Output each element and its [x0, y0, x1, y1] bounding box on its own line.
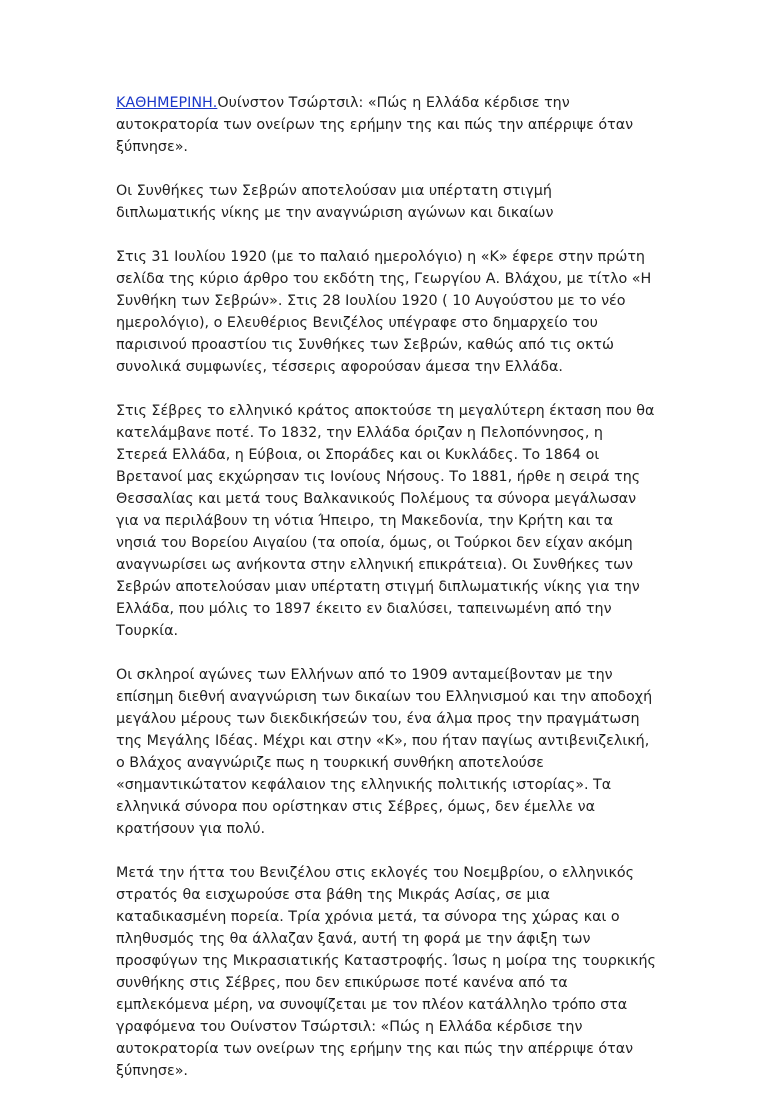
headline-text: Ουίνστον Τσώρτσιλ: «Πώς η Ελλάδα κέρδισε την αυτοκρατορία των ονείρων της ερήμην της και πώς την απέρριψε όταν ξύπνησε».	[116, 95, 634, 155]
document-page	[116, 92, 656, 1104]
body-paragraph-1: Στις 31 Ιουλίου 1920 (με το παλαιό ημερολόγιο) η «Κ» έφερε στην πρώτη σελίδα της κύριο άρθρο του εκδότη της, Γεωργίου Α. Βλάχου, με τίτλο «Η Συνθήκη των Σεβρών». Στις 28 Ιουλίου 1920 ( 10 Αυγούστου με το νέο ημερολόγιο), ο Ελευθέριος Βενιζέλος υπέγραφε στο δημαρχείο του παρισινού προαστίου τις Συνθήκες των Σεβρών, καθώς από τις οκτώ συνολικά συμφωνίες, τέσσερις αφορούσαν άμεσα την Ελλάδα.	[116, 249, 652, 375]
headline-paragraph	[116, 92, 656, 158]
body-paragraph-2: Στις Σέβρες το ελληνικό κράτος αποκτούσε τη μεγαλύτερη έκταση που θα κατελάμβανε ποτέ. Το 1832, την Ελλάδα όριζαν η Πελοπόννησος, η Στερεά Ελλάδα, η Εύβοια, οι Σποράδες και οι Κυκλάδες. Το 1864 οι Βρετανοί μας εκχώρησαν τις Ιονίους Νήσους. Το 1881, ήρθε η σειρά της Θεσσαλίας και μετά τους Βαλκανικούς Πολέμους τα σύνορα μεγάλωσαν για να περιλάβουν τη νότια Ήπειρο, τη Μακεδονία, την Κρήτη και τα νησιά του Βορείου Αιγαίου (τα οποία, όμως, οι Τούρκοι δεν είχαν ακόμη αναγνωρίσει ως ανήκοντα στην ελληνική επικράτεια). Οι Συνθήκες των Σεβρών αποτελούσαν μιαν υπέρτατη στιγμή διπλωματικής νίκης για την Ελλάδα, που μόλις το 1897 έκειτο εν διαλύσει, ταπεινωμένη από την Τουρκία.	[116, 403, 655, 639]
source-link[interactable]: ΚΑΘΗΜΕΡΙΝΗ.	[116, 95, 218, 111]
body-paragraph-3: Οι σκληροί αγώνες των Ελλήνων από το 1909 ανταμείβονταν με την επίσημη διεθνή αναγνώριση των δικαίων του Ελληνισμού και την αποδοχή μεγάλου μέρους των διεκδικήσεών του, ένα άλμα προς την πραγμάτωση της Μεγάλης Ιδέας. Μέχρι και στην «Κ», που ήταν παγίως αντιβενιζελική, ο Βλάχος αναγνώριζε πως η τουρκική συνθήκη αποτελούσε «σημαντικώτατον κεφάλαιον της ελληνικής πολιτικής ιστορίας». Τα ελληνικά σύνορα που ορίστηκαν στις Σέβρες, όμως, δεν έμελλε να κρατήσουν για πολύ.	[116, 667, 653, 837]
body-paragraph-4: Μετά την ήττα του Βενιζέλου στις εκλογές του Νοεμβρίου, ο ελληνικός στρατός θα εισχωρούσε στα βάθη της Μικράς Ασίας, σε μια καταδικασμένη πορεία. Τρία χρόνια μετά, τα σύνορα της χώρας και ο πληθυσμός της θα άλλαζαν ξανά, αυτή τη φορά με την άφιξη των προσφύγων της Μικρασιατικής Καταστροφής. Ίσως η μοίρα της τουρκικής συνθήκης στις Σέβρες, που δεν επικύρωσε ποτέ κανένα από τα εμπλεκόμενα μέρη, να συνοψίζεται με τον πλέον κατάλληλο τρόπο στα γραφόμενα του Ουίνστον Τσώρτσιλ: «Πώς η Ελλάδα κέρδισε την αυτοκρατορία των ονείρων της ερήμην της και πώς την απέρριψε όταν ξύπνησε».	[116, 865, 656, 1079]
subtitle-paragraph: Οι Συνθήκες των Σεβρών αποτελούσαν μια υπέρτατη στιγμή διπλωματικής νίκης με την αναγνώριση αγώνων και δικαίων	[116, 183, 554, 221]
